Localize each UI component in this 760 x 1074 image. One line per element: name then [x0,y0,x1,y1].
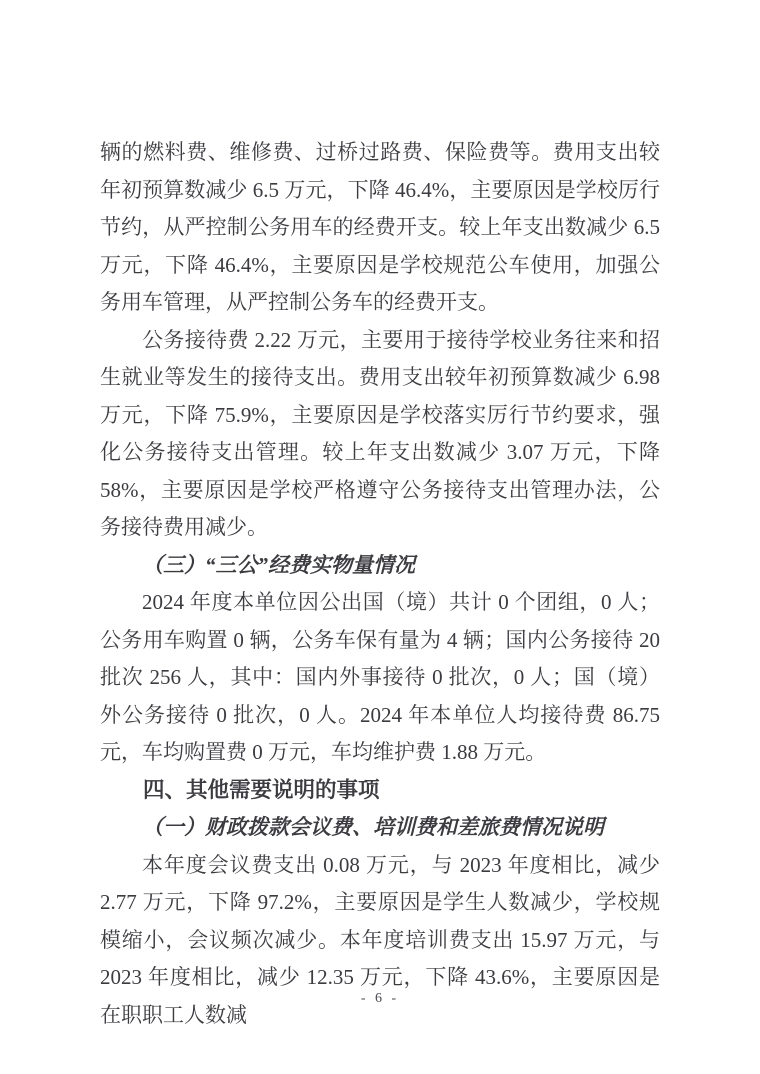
paragraph-official-reception-expense: 公务接待费 2.22 万元，主要用于接待学校业务往来和招生就业等发生的接待支出。费用支出较年初预算数减少 6.98 万元，下降 75.9%，主要原因是学校落实厉行节约要求，强化公务接待支出管理。较上年支出数减少 3.07 万元，下降 58%，主要原因是学校严格遵守公务接待支出管理办法，公务接待费用减少。 [100,327,660,539]
section-heading-three-public-physical-quantity: （三）“三公”经费实物量情况 [142,552,415,577]
section-heading-other-matters: 四、其他需要说明的事项 [143,777,380,802]
page-number: - 6 - [360,991,400,1006]
paragraph-meeting-training-fee-details: 本年度会议费支出 0.08 万元，与 2023 年度相比，减少 2.77 万元，下降 97.2%，主要原因是学生人数减少，学校规模缩小，会议频次减少。本年度培训费支出 15.97 万元，与 2023 年度相比，减少 12.35 万元，下降 43.6%，主要原因是在职职工人数减 [100,852,660,1027]
paragraph-vehicle-expense-continuation: 辆的燃料费、维修费、过桥过路费、保险费等。费用支出较年初预算数减少 6.5 万元，下降 46.4%，主要原因是学校厉行节约，从严控制公务用车的经费开支。较上年支出数减少 6.5 万元，下降 46.4%，主要原因是学校规范公车使用，加强公务用车管理，从严控制公务车的经费开支。 [100,140,660,314]
section-heading-meeting-training-travel-fees: （一）财政拨款会议费、培训费和差旅费情况说明 [142,815,604,839]
document-body [100,134,660,1034]
paragraph-physical-quantity-details: 2024 年度本单位因公出国（境）共计 0 个团组，0 人；公务用车购置 0 辆，公务车保有量为 4 辆；国内公务接待 20 批次 256 人，其中：国内外事接待 0 批次，0 人；国（境）外公务接待 0 批次，0 人。2024 年本单位人均接待费 86.75 元，车均购置费 0 万元，车均维护费 1.88 万元。 [100,590,660,764]
